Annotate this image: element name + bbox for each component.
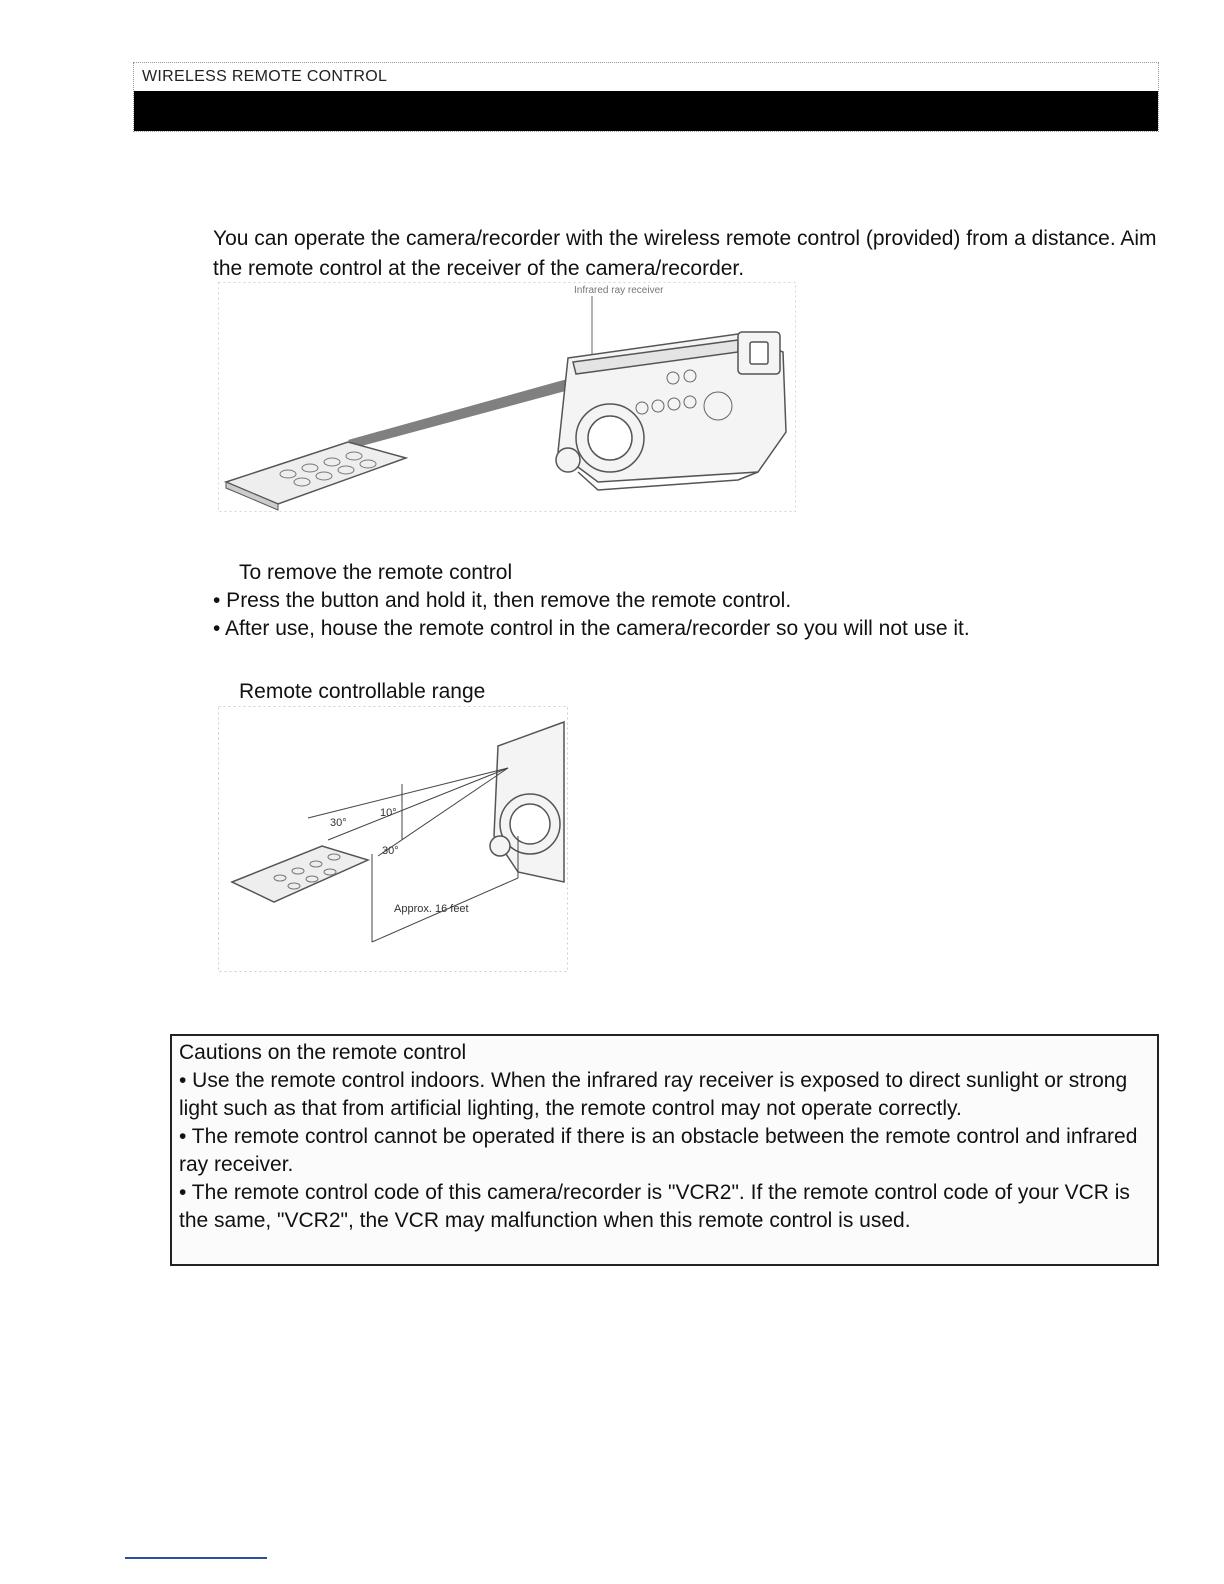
header-black-bar: [134, 91, 1158, 131]
remote-control: [226, 442, 406, 510]
range-illustration: [218, 706, 568, 972]
list-item: • After use, house the remote control in the camera/recorder so you will not use it.: [213, 617, 970, 640]
list-item: • Press the button and hold it, then remove the remote control.: [213, 589, 792, 612]
section-header: [133, 62, 1159, 132]
caution-item: • The remote control cannot be operated if there is an obstacle between the remote control and infrared ray receiver.: [179, 1125, 1138, 1176]
range-heading: Remote controllable range: [239, 680, 486, 703]
camcorder: [556, 332, 786, 490]
remote-control: [232, 846, 368, 902]
caution-item: • Use the remote control indoors. When the infrared ray receiver is exposed to direct sunlight or strong light such as that from artificial lighting, the remote control may not operate correctly.: [179, 1069, 1128, 1120]
camcorder: [490, 722, 564, 882]
angle-top-label: 10°: [380, 807, 397, 819]
angle-right-label: 30°: [382, 845, 399, 857]
cautions-box: [170, 1034, 1159, 1266]
infrared-receiver-label: Infrared ray receiver: [574, 285, 664, 296]
footer-rule: [125, 1557, 267, 1559]
remote-aim-illustration: [218, 282, 796, 512]
caution-item: • The remote control code of this camera/recorder is "VCR2". If the remote control code of your VCR is the same, "VCR2", the VCR may malfunction when this remote control is used.: [179, 1181, 1130, 1232]
remove-remote-list: [213, 587, 970, 643]
remove-remote-heading: To remove the remote control: [239, 561, 513, 584]
cautions-title: Cautions on the remote control: [179, 1041, 467, 1064]
intro-paragraph: You can operate the camera/recorder with the wireless remote control (provided) from a distance. Aim the remote control at the receiver of the camera/recorder.: [213, 227, 1157, 280]
section-title: WIRELESS REMOTE CONTROL: [142, 68, 388, 85]
angle-left-label: 30°: [330, 817, 347, 829]
infrared-beam: [348, 376, 584, 448]
distance-label: Approx. 16 feet: [394, 903, 469, 915]
